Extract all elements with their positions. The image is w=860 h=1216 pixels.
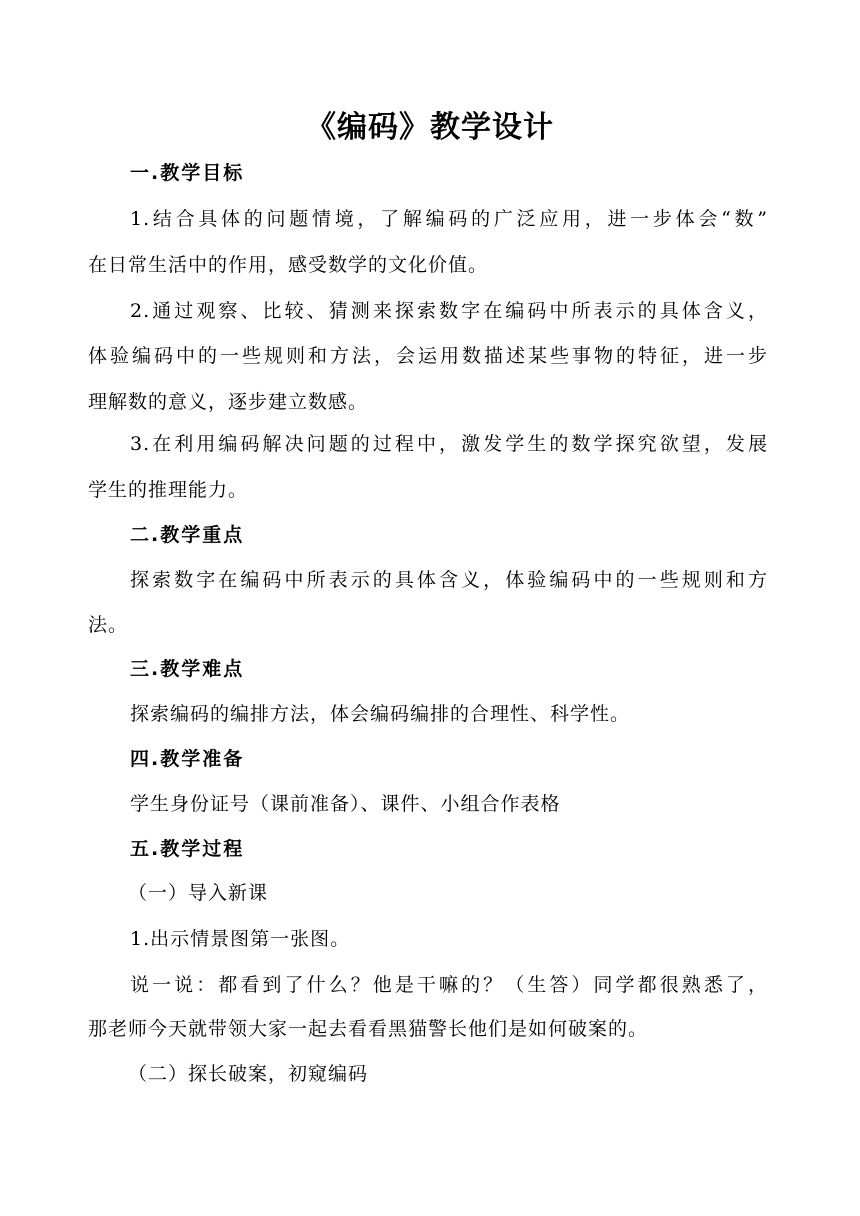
section-heading-goals: 一.教学目标 [130, 162, 245, 184]
section-heading-key-points: 二.教学重点 [130, 524, 245, 546]
process-subheading-2: （二）探长破案，初窥编码 [128, 1063, 369, 1085]
key-points-line-1: 探索数字在编码中所表示的具体含义，体验编码中的一些规则和方 [130, 569, 768, 591]
key-points-line-2: 法。 [88, 614, 129, 636]
difficulties-line-1: 探索编码的编排方法，体会编码编排的合理性、科学性。 [130, 703, 631, 725]
section-heading-preparation: 四.教学准备 [130, 748, 245, 770]
process-talk-line-1: 说一说：都看到了什么？他是干嘛的？（生答）同学都很熟悉了， [130, 974, 768, 996]
goal-1-line-1: 1.结合具体的问题情境，了解编码的广泛应用，进一步体会“数” [130, 208, 768, 230]
goal-2-line-2: 体验编码中的一些规则和方法，会运用数描述某些事物的特征，进一步 [88, 345, 768, 367]
preparation-line-1: 学生身份证号（课前准备）、课件、小组合作表格 [130, 793, 561, 815]
document-title: 《编码》教学设计 [306, 110, 554, 145]
goal-2-line-3: 理解数的意义，逐步建立数感。 [88, 391, 369, 413]
goal-2-line-1: 2.通过观察、比较、猜测来探索数字在编码中所表示的具体含义， [130, 300, 768, 322]
process-subheading-1: （一）导入新课 [128, 882, 269, 904]
goal-3-line-2: 学生的推理能力。 [88, 479, 249, 501]
goal-3-line-1: 3.在利用编码解决问题的过程中，激发学生的数学探究欲望，发展 [130, 433, 768, 455]
goal-1-line-2: 在日常生活中的作用，感受数学的文化价值。 [88, 254, 489, 276]
section-heading-process: 五.教学过程 [130, 838, 245, 860]
process-step-1: 1.出示情景图第一张图。 [130, 928, 351, 950]
section-heading-difficulties: 三.教学难点 [130, 658, 245, 680]
process-talk-line-2: 那老师今天就带领大家一起去看看黑猫警长他们是如何破案的。 [88, 1018, 649, 1040]
